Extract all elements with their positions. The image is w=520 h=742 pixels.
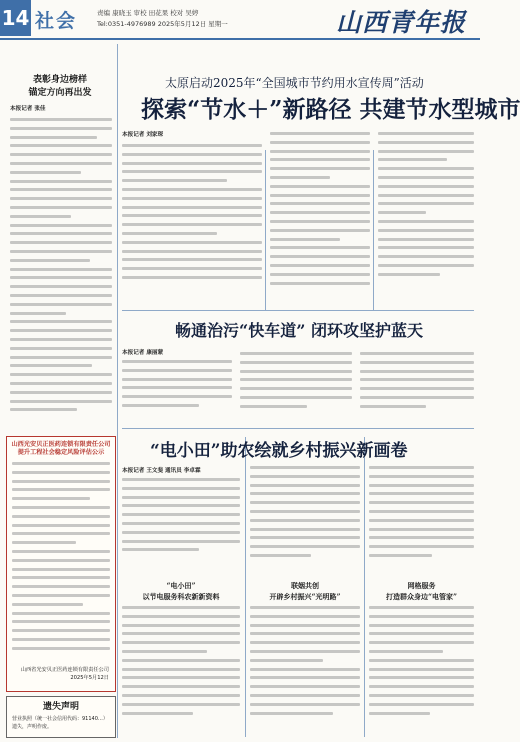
third-story-sub2-line2: 开辟乡村振兴“光明路” <box>269 592 341 601</box>
third-story-sub2-line1: 联姻共创 <box>291 581 319 590</box>
main-story-byline: 本报记者 刘家琛 <box>122 132 164 138</box>
column-divider <box>265 150 266 310</box>
section-title: 社会 <box>35 10 78 32</box>
lost-notice-title: 遗失声明 <box>42 702 79 712</box>
third-story-body-col1b <box>122 606 240 736</box>
notice-footer: 山西省光安贝正医药连锁有限责任公司 2025年5月12日 <box>20 667 109 681</box>
column-divider <box>373 150 374 310</box>
main-story-body-col3 <box>378 132 474 304</box>
third-story-body-col1 <box>122 478 240 570</box>
main-story-headline: 探索“节水＋”新路径 共建节水型城市 <box>141 96 520 123</box>
third-story-sub1-line2: 以节电服务科农新新资料 <box>142 592 220 601</box>
page-number: 14 <box>0 0 31 36</box>
column-divider <box>117 44 118 738</box>
section-divider <box>122 310 474 311</box>
second-story-body-col1 <box>122 360 232 422</box>
issue-date: Tel:0351-4976989 2025年5月12日 星期一 <box>97 20 228 28</box>
main-story-body-col1 <box>122 144 262 304</box>
header-rule <box>0 38 480 40</box>
third-story-headline: “电小田”助农绘就乡村振兴新画卷 <box>150 441 408 461</box>
third-story-byline: 本报记者 王文斐 通讯员 李卓霖 <box>122 468 201 474</box>
third-story-sub3-line1: 网格服务 <box>407 581 436 590</box>
notice-body <box>12 462 110 662</box>
left-story-byline: 本报记者 张佳 <box>10 106 46 112</box>
section-divider <box>122 428 474 429</box>
third-story-body-col3b <box>369 606 474 736</box>
second-story-headline: 畅通治污“快车道” 闭环攻坚护蓝天 <box>175 321 423 340</box>
third-story-body-col2b <box>250 606 360 736</box>
column-divider <box>364 437 365 737</box>
main-story-body-col2 <box>270 132 370 304</box>
public-notice <box>6 436 116 692</box>
second-story-body-col2 <box>240 352 352 422</box>
left-story-body <box>10 118 112 430</box>
third-story-sub1-line1: “电小田” <box>166 581 196 590</box>
left-story-title-line2: 锚定方向再出发 <box>28 88 92 98</box>
editor-credits: 责编 康晓玉 审校 田花果 校对 吴婷 <box>97 9 199 17</box>
column-divider <box>245 437 246 737</box>
third-story-body-col3 <box>369 466 474 576</box>
lost-notice-text: 营业执照（统一社会信用代码：91140…）遗失，声明作废。 <box>12 716 108 730</box>
notice-title-line1: 山西光安贝正医药连锁有限责任公司 <box>11 441 111 448</box>
second-story-byline: 本报记者 康丽蒙 <box>122 350 164 356</box>
third-story-sub3-line2: 打造群众身边“电管家” <box>385 592 458 601</box>
left-story-title-line1: 表彰身边榜样 <box>32 75 87 85</box>
lost-notice <box>6 696 116 738</box>
newspaper-logo: 山西青年报 <box>336 8 467 37</box>
main-story-kicker: 太原启动2025年“全国城市节约用水宣传周”活动 <box>165 76 424 90</box>
notice-title-line2: 提升工程社会稳定风险评估公示 <box>17 449 105 456</box>
third-story-body-col2 <box>250 466 360 576</box>
second-story-body-col3 <box>360 352 474 422</box>
